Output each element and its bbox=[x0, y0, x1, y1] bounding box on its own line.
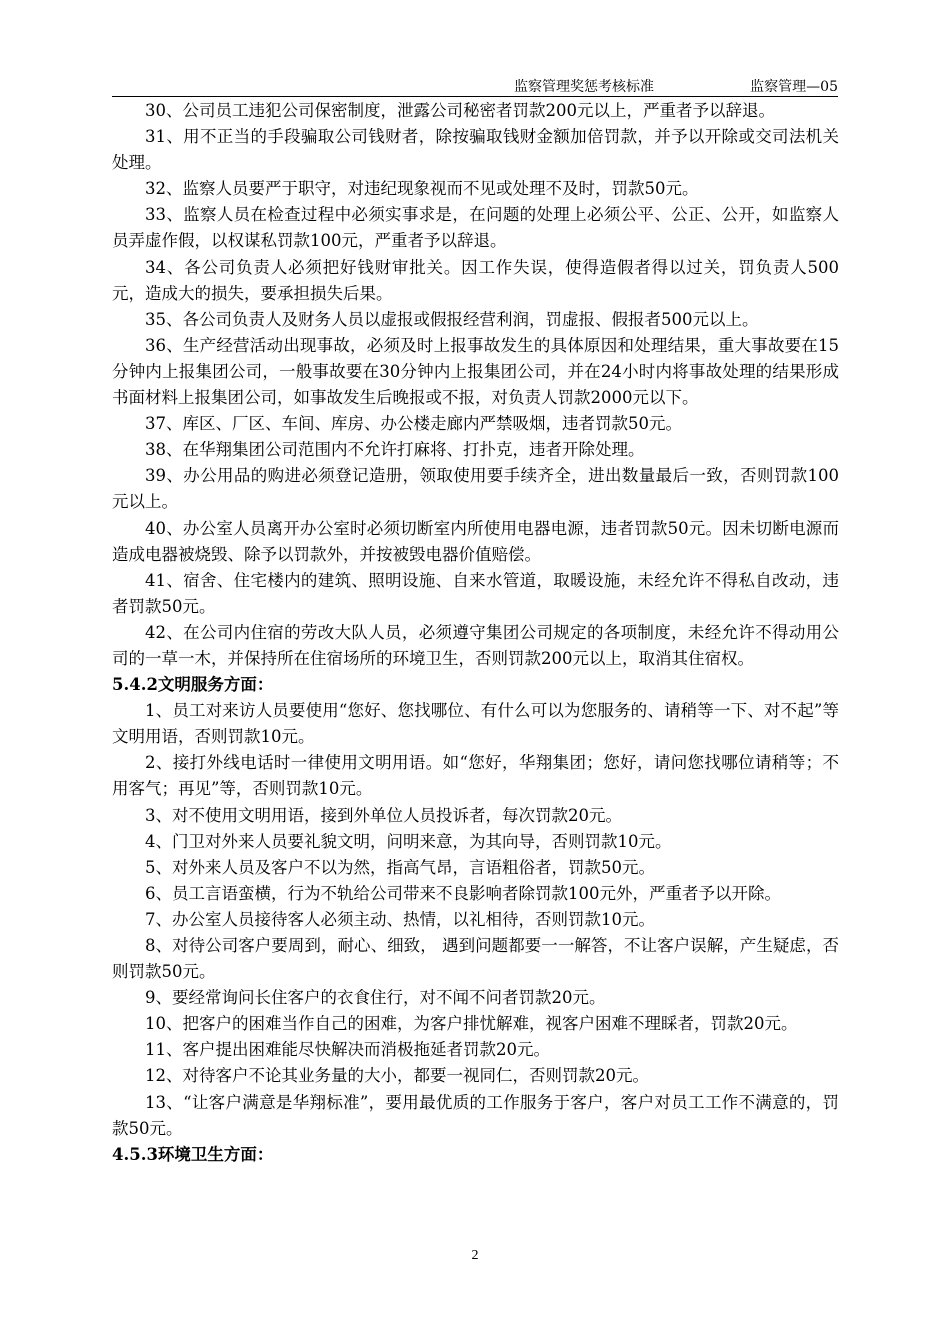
rule-paragraph: 11、客户提出困难能尽快解决而消极拖延者罚款20元。 bbox=[145, 1040, 550, 1060]
section-heading: 4.5.3环境卫生方面： bbox=[112, 1144, 274, 1164]
document-body bbox=[112, 98, 839, 1168]
rule-paragraph: 36、生产经营活动出现事故，必须及时上报事故发生的具体原因和处理结果，重大事故要在15分钟内上报集团公司，一般事故要在30分钟内上报集团公司，并在24小时内将事故处理的结果形成书面材料上报集团公司，如事故发生后晚报或不报，对负责人罚款2000元以下。 bbox=[112, 335, 839, 408]
header-title: 监察管理奖惩考核标准 bbox=[514, 79, 654, 95]
rule-paragraph: 4、门卫对外来人员要礼貌文明，问明来意，为其向导，否则罚款10元。 bbox=[145, 831, 672, 851]
rule-paragraph: 6、员工言语蛮横，行为不轨给公司带来不良影响者除罚款100元外，严重者予以开除。 bbox=[145, 883, 781, 903]
rule-paragraph: 40、办公室人员离开办公室时必须切断室内所使用电器电源，违者罚款50元。因未切断电源而造成电器被烧毁、除予以罚款外，并按被毁电器价值赔偿。 bbox=[112, 518, 839, 564]
rule-paragraph: 31、用不正当的手段骗取公司钱财者，除按骗取钱财金额加倍罚款，并予以开除或交司法机关处理。 bbox=[112, 127, 839, 173]
rule-paragraph: 1、员工对来访人员要使用“您好、您找哪位、有什么可以为您服务的、请稍等一下、对不起”等文明用语，否则罚款10元。 bbox=[112, 701, 839, 747]
page-header bbox=[112, 72, 838, 97]
rule-paragraph: 38、在华翔集团公司范围内不允许打麻将、打扑克，违者开除处理。 bbox=[145, 440, 645, 460]
rule-paragraph: 9、要经常询问长住客户的衣食住行，对不闻不问者罚款20元。 bbox=[145, 988, 606, 1008]
rule-paragraph: 7、办公室人员接待客人必须主动、热情，以礼相待，否则罚款10元。 bbox=[145, 909, 655, 929]
rule-paragraph: 41、宿舍、住宅楼内的建筑、照明设施、自来水管道，取暖设施，未经允许不得私自改动，违者罚款50元。 bbox=[112, 570, 839, 616]
rule-paragraph: 2、接打外线电话时一律使用文明用语。如“您好，华翔集团；您好，请问您找哪位请稍等；不用客气；再见”等，否则罚款10元。 bbox=[112, 753, 839, 799]
rule-paragraph: 10、把客户的困难当作自己的困难，为客户排忧解难，视客户困难不理睬者，罚款20元。 bbox=[145, 1014, 798, 1034]
rule-paragraph: 5、对外来人员及客户不以为然，指高气昂，言语粗俗者，罚款50元。 bbox=[145, 857, 655, 877]
rule-paragraph: 12、对待客户不论其业务量的大小，都要一视同仁，否则罚款20元。 bbox=[145, 1066, 649, 1086]
rule-paragraph: 39、办公用品的购进必须登记造册，领取使用要手续齐全，进出数量最后一致，否则罚款100元以上。 bbox=[112, 466, 839, 512]
section-heading: 5.4.2文明服务方面： bbox=[112, 675, 274, 695]
rule-paragraph: 32、监察人员要严于职守，对违纪现象视而不见或处理不及时，罚款50元。 bbox=[145, 179, 699, 199]
rule-paragraph: 37、库区、厂区、车间、库房、办公楼走廊内严禁吸烟，违者罚款50元。 bbox=[145, 414, 682, 434]
header-document-code: 监察管理—05 bbox=[750, 79, 838, 95]
rule-paragraph: 30、公司员工违犯公司保密制度，泄露公司秘密者罚款200元以上，严重者予以辞退。 bbox=[145, 101, 775, 120]
rule-paragraph: 13、“让客户满意是华翔标准”，要用最优质的工作服务于客户，客户对员工工作不满意的，罚款50元。 bbox=[112, 1092, 839, 1138]
rule-paragraph: 33、监察人员在检查过程中必须实事求是，在问题的处理上必须公平、公正、公开，如监察人员弄虚作假，以权谋私罚款100元，严重者予以辞退。 bbox=[112, 205, 839, 251]
rule-paragraph: 34、各公司负责人必须把好钱财审批关。因工作失误，使得造假者得以过关，罚负责人500元，造成大的损失，要承担损失后果。 bbox=[112, 257, 839, 303]
rule-paragraph: 42、在公司内住宿的劳改大队人员，必须遵守集团公司规定的各项制度，未经允许不得动用公司的一草一木，并保持所在住宿场所的环境卫生，否则罚款200元以上，取消其住宿权。 bbox=[112, 622, 839, 668]
rule-paragraph: 3、对不使用文明用语，接到外单位人员投诉者，每次罚款20元。 bbox=[145, 805, 622, 825]
rule-paragraph: 35、各公司负责人及财务人员以虚报或假报经营利润，罚虚报、假报者500元以上。 bbox=[145, 309, 759, 329]
page-number: 2 bbox=[471, 1248, 479, 1263]
rule-paragraph: 8、对待公司客户要周到，耐心、细致， 遇到问题都要一一解答，不让客户误解，产生疑虑，否则罚款50元。 bbox=[112, 936, 839, 982]
